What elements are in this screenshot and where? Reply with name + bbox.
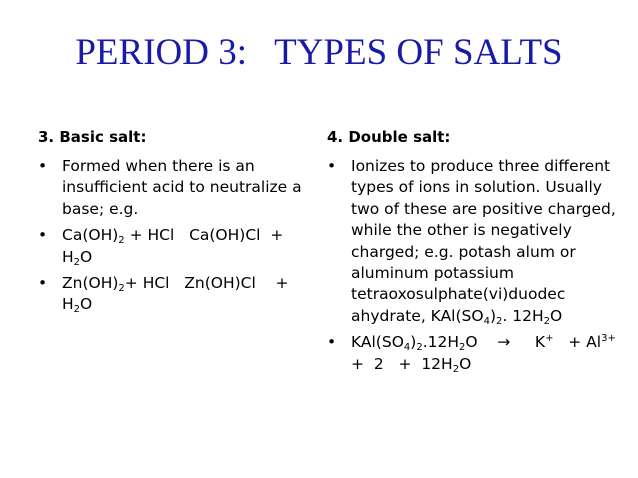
double-salt-column [327,127,626,380]
double-salt-heading: 4. Double salt: [327,128,451,146]
bullet-text: Ionizes to produce three different types of ions in solution. Usually two of these are positive charged, while the other is negatively charged; e.g. potash alum or aluminum potassium tetraoxosulphate(vi)duodec ahydrate, $KAl(SO_4)_2$. $12H_2O$ [351,157,621,327]
bullet-icon: • [38,226,48,245]
basic-salt-bullet-2 [38,225,313,268]
basic-salt-heading: 3. Basic salt: [38,128,147,146]
basic-salt-bullets [38,156,313,316]
basic-salt-bullet-1 [38,156,313,220]
double-salt-bullets [327,156,626,375]
slide-title: PERIOD 3: TYPES OF SALTS [75,32,563,73]
bullet-icon: • [327,333,337,352]
equation-text: $Zn(OH)_2+$ HCl Zn(OH)Cl + $H_2O$ [62,274,294,316]
bullet-icon: • [38,157,48,175]
double-salt-bullet-1 [327,156,621,327]
basic-salt-column [38,127,313,321]
equation-text: $Ca(OH)_2$ + HCl $Ca(OH)Cl + H_2O$ [62,226,289,268]
bullet-icon: • [327,157,337,175]
double-salt-bullet-2 [327,332,626,375]
basic-salt-bullet-3 [38,273,313,316]
bullet-icon: • [38,274,48,293]
equation-text: $KAl(SO_4)_2.12H_2O$ → $K^+ + Al^{3+} + 2 + 12H_2O$ [351,333,626,375]
bullet-text: Formed when there is an insufficient acid to neutralize a base; e.g. [62,157,307,218]
